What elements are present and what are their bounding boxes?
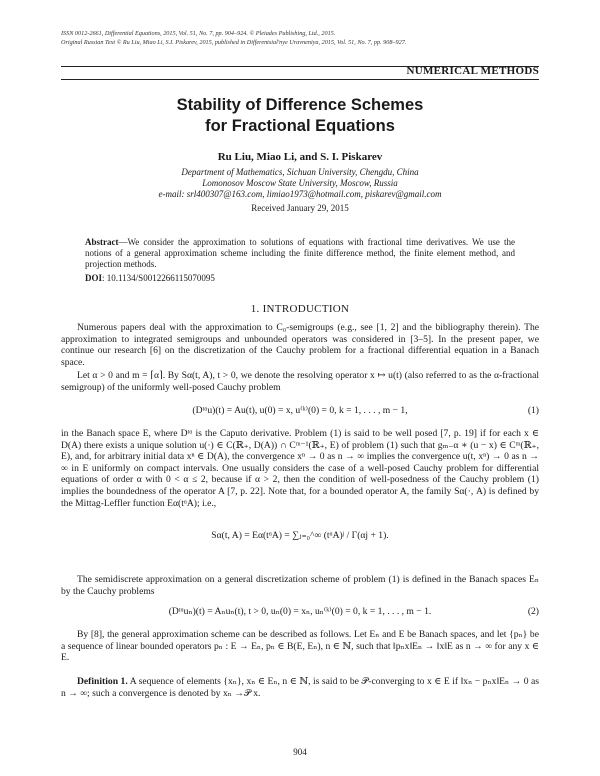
abstract bbox=[85, 237, 515, 270]
intro-paragraph-5: By [8], the general approximation scheme can be described as follows. Let Eₙ and E be Banach spaces, and let {pₙ} be a sequence of linear bounded operators pₙ : E → Eₙ, pₙ ∈ B(E, Eₙ), n ∈ ℕ, such that ‖pₙx‖Eₙ → ‖x‖E as n → ∞ for any x ∈ E. bbox=[61, 629, 539, 664]
section-rule-bottom bbox=[61, 79, 539, 80]
equation-2-number: (2) bbox=[527, 606, 539, 617]
equation-1-body: (Dᵗᵅu)(t) = Au(t), u(0) = x, u⁽ᵏ⁾(0) = 0, k = 1, . . . , m − 1, bbox=[192, 405, 408, 416]
journal-header-line-2: Original Russian Text © Ru Liu, Miao Li, S.I. Piskarev, 2015, published in Differentsial'nye Uravneniya, 2015, Vol. 51, No. 7, pp. 908–927. bbox=[61, 39, 407, 46]
abstract-text: —We consider the approximation to solutions of equations with fractional time derivatives. We use the notions of a general approximation scheme including the finite difference method, the finite element method, and projection methods. bbox=[85, 237, 515, 269]
definition-1 bbox=[61, 676, 539, 699]
journal-header-line-1: ISSN 0012-2661, Differential Equations, 2015, Vol. 51, No. 7, pp. 904–924. © Pleiades Publishing, Ltd., 2015. bbox=[61, 30, 336, 37]
paper-title-line-1: Stability of Difference Schemes bbox=[176, 96, 424, 114]
intro-paragraph-3: in the Banach space E, where Dᵗᵅ is the Caputo derivative. Problem (1) is said to be well posed [7, p. 19] if for each x ∈ D(A) there exists a unique solution u(·) ∈ C(ℝ₊, D(A)) ∩ Cᵐ⁻¹(ℝ₊, E) of problem (1) such that gₘ₋α ∗ (u − x) ∈ Cᵐ(ℝ₊, E), and, for arbitrary initial data xⁿ ∈ D(A), the convergence xⁿ → 0 as n → ∞ implies the convergence u(t, xⁿ) → 0 as n → ∞ in E uniformly on compact intervals. One usually considers the case of a well-posed Cauchy problem for differential equations of order α with 0 < α ≤ 2, because if α > 2, then the condition of well-posedness of the Cauchy problem (1) implies the boundedness of the operator A [7, p. 22]. Note that, for a bounded operator A, the family Sα(·, A) is defined by the Mittag-Leffler function Eα(tᵅA); i.e., bbox=[61, 428, 539, 509]
doi-label: DOI bbox=[85, 273, 103, 283]
intro-heading: 1. INTRODUCTION bbox=[250, 303, 350, 315]
affiliation-2: Lomonosov Moscow State University, Moscow, Russia bbox=[202, 178, 398, 188]
intro-paragraph-1: Numerous papers deal with the approximation to C₀-semigroups (e.g., see [1, 2] and the bibliography therein). The approximation to integrated semigroups and unbounded operators was considered in [3–5]. In the present paper, we continue our research [6] on the discretization of the Cauchy problem for a fractional differential equation in a Banach space. bbox=[61, 322, 539, 368]
received-date: Received January 29, 2015 bbox=[251, 203, 349, 213]
contact-emails: e-mail: srl400307@163.com, limiao1973@hotmail.com, piskarev@gmail.com bbox=[158, 189, 442, 199]
equation-2-body: (Dᵗᵅuₙ)(t) = Aₙuₙ(t), t > 0, uₙ(0) = xₙ, uₙ⁽ᵏ⁾(0) = 0, k = 1, . . . , m − 1. bbox=[168, 606, 432, 617]
abstract-label: Abstract bbox=[85, 237, 119, 247]
equation-1-number: (1) bbox=[527, 405, 539, 416]
affiliation-1: Department of Mathematics, Sichuan University, Chengdu, China bbox=[181, 167, 419, 177]
intro-paragraph-4: The semidiscrete approximation on a general discretization scheme of problem (1) is defined in the Banach spaces Eₙ by the Cauchy problems bbox=[61, 574, 539, 597]
section-heading: NUMERICAL METHODS bbox=[406, 65, 539, 77]
author-list: Ru Liu, Miao Li, and S. I. Piskarev bbox=[217, 151, 383, 163]
mittag-leffler-body: Sα(t, A) = Eα(tᵅA) = ∑ⱼ₌₀^∞ (tᵅA)ʲ / Γ(αj + 1). bbox=[211, 530, 389, 541]
definition-1-label: Definition 1. bbox=[77, 676, 128, 687]
definition-1-text: A sequence of elements {xₙ}, xₙ ∈ Eₙ, n ∈ ℕ, is said to be 𝒫-converging to x ∈ E if ‖xₙ − pₙx‖Eₙ → 0 as n → ∞; such a convergence is denoted by xₙ →𝒫 x. bbox=[61, 676, 540, 699]
intro-paragraph-2: Let α > 0 and m = ⌈α⌉. By Sα(t, A), t > 0, we denote the resolving operator x ↦ u(t) (also referred to as the α-fractional semigroup) of the uniformly well-posed Cauchy problem bbox=[61, 370, 539, 393]
paper-title-line-2: for Fractional Equations bbox=[205, 117, 395, 135]
page-number: 904 bbox=[293, 747, 307, 757]
doi-value: : 10.1134/S0012266115070095 bbox=[102, 273, 215, 283]
doi-line bbox=[85, 273, 215, 283]
